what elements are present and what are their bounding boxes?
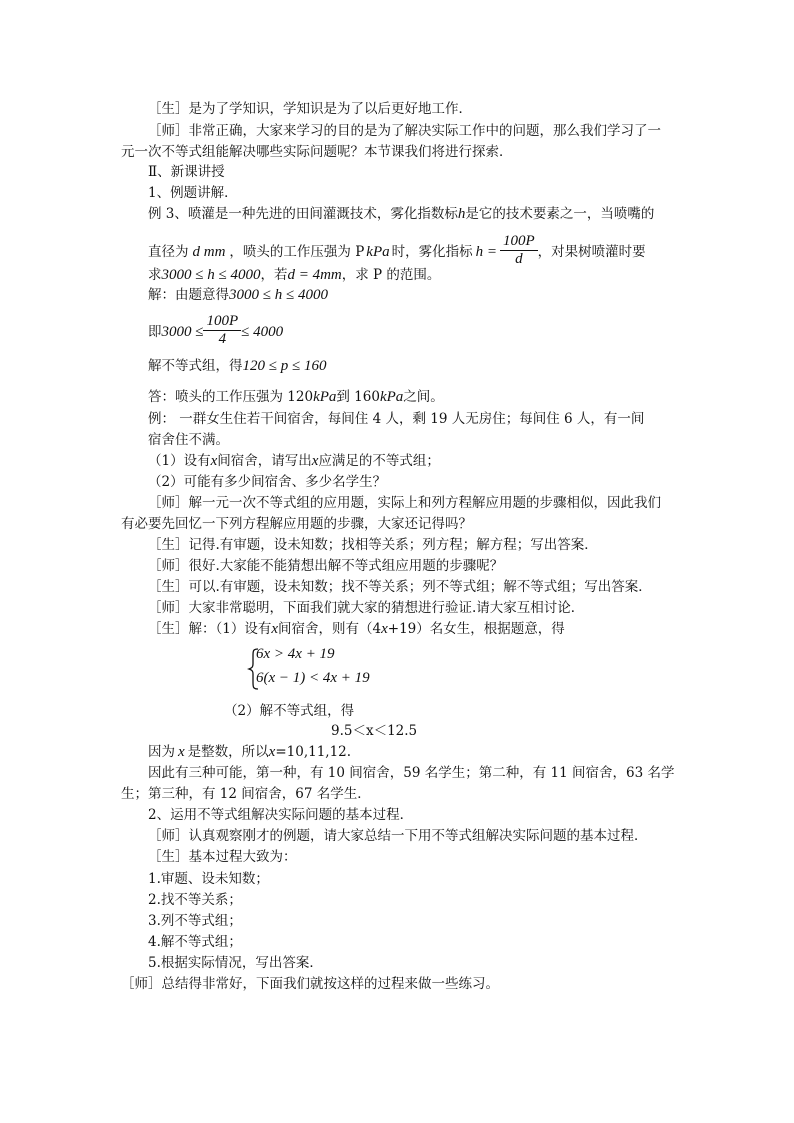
step-5: 5.根据实际情况，写出答案．: [148, 955, 323, 971]
dialog-line-2: 有必要先回忆一下列方程解应用题的步骤，大家还记得吗？: [121, 516, 472, 532]
answer-line: 答：喷头的工作压强为 120kPa到 160kPa之间。: [148, 389, 444, 405]
fraction-100p-over-d: $\frac{100P}{d}$: [500, 233, 538, 268]
section-heading: Ⅱ、新课讲授: [148, 164, 225, 180]
question-2: （2）可能有多少间宿舍、多少名学生？: [148, 474, 387, 490]
solution-line-1: 解：由题意得3000 ≤ h ≤ 4000: [148, 287, 328, 303]
example-3-line-3: 求3000 ≤ h ≤ 4000，若d = 4mm，求 P 的范围。: [148, 267, 441, 283]
example-line-1: 例： 一群女生住若干间宿舍，每间住 4 人，剩 19 人无房住；每间住 6 人，有一间: [148, 411, 645, 427]
fraction-100p-over-4: $\frac{100P}{4}$: [203, 313, 241, 348]
dialog-line-5: ［生］可以.有审题，设未知数；找不等关系；列不等式组；解不等式组；写出答案．: [148, 579, 652, 595]
student-solution-line: ［生］解：（1）设有x间宿舍，则有（4x+19）名女生，根据题意，得: [148, 621, 565, 637]
dialog-line-4: ［师］很好.大家能不能猜想出解不等式组应用题的步骤呢？: [148, 558, 504, 574]
step-4: 4.解不等式组；: [148, 934, 242, 950]
system-inequality-2: 6(x − 1) < 4x + 19: [256, 670, 370, 686]
solution-range: 9.5＜x＜12.5: [331, 723, 418, 739]
integer-values-line: 因为 x 是整数，所以x=10,11,12.: [148, 744, 352, 760]
dialog-line-3: ［生］记得.有审题，设未知数；找相等关系；列方程；解方程；写出答案．: [148, 537, 598, 553]
question-1: （1）设有x间宿舍，请写出x应满足的不等式组；: [148, 453, 440, 469]
dialog-line-6: ［师］大家非常聪明，下面我们就大家的猜想进行验证.请大家互相讨论．: [148, 600, 585, 616]
system-inequality-1: 6x > 4x + 19: [256, 646, 335, 662]
subsection-heading: 1、例题讲解．: [148, 185, 238, 201]
subsection-heading-2: 2、运用不等式组解决实际问题的基本过程．: [148, 807, 414, 823]
line-2: ［师］非常正确，大家来学习的目的是为了解决实际工作中的问题，那么我们学习了一: [148, 123, 661, 139]
example-3-line-2: 直径为 d mm ，喷头的工作压强为 P kPa 时，雾化指标 h = $\frac{100P}{d}$ ，对果树喷灌时要: [148, 233, 646, 267]
dialog-line-1: ［师］解一元一次不等式组的应用题，实际上和列方程解应用题的步骤相似，因此我们: [148, 495, 661, 511]
solution-line-3: 解不等式组，得120 ≤ p ≤ 160: [148, 358, 327, 374]
step-2: 2.找不等关系；: [148, 892, 242, 908]
conclusion-line-1: 因此有三种可能，第一种，有 10 间宿舍，59 名学生；第二种，有 11 间宿舍，63 名学: [148, 765, 675, 781]
closing-line: ［师］总结得非常好，下面我们就按这样的过程来做一些练习。: [121, 976, 499, 992]
solution-line-2: 即3000 ≤ $\frac{100P}{4}$ ≤ 4000: [148, 313, 284, 347]
example-line-2: 宿舍住不满。: [148, 432, 229, 448]
step-1: 1.审题、设未知数；: [148, 871, 269, 887]
example-3-line-1: 例 3、喷灌是一种先进的田间灌溉技术，雾化指数标h是它的技术要素之一，当喷嘴的: [148, 206, 655, 222]
line-3: 元一次不等式组能解决哪些实际问题呢？本节课我们将进行探索．: [121, 144, 513, 160]
student-answer: ［生］基本过程大致为：: [148, 849, 297, 865]
line-1: ［生］是为了学知识，学知识是为了以后更好地工作．: [148, 101, 472, 117]
conclusion-line-2: 生；第三种，有 12 间宿舍，67 名学生．: [121, 786, 371, 802]
teacher-prompt: ［师］认真观察刚才的例题，请大家总结一下用不等式组解决实际问题的基本过程．: [148, 828, 648, 844]
solve-step-label: （2）解不等式组，得: [224, 703, 355, 719]
step-3: 3.列不等式组；: [148, 913, 242, 929]
